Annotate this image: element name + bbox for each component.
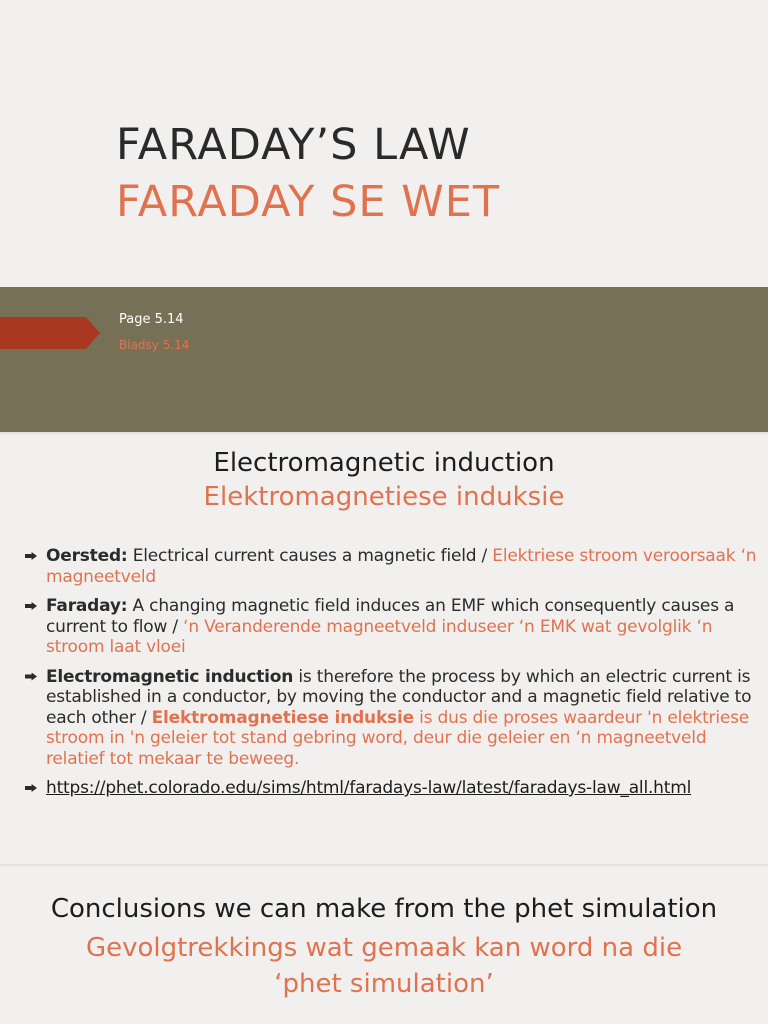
page-reference-english: Page 5.14 (119, 312, 184, 327)
bullet-arrow-icon (25, 602, 37, 610)
arrow-accent-shape (0, 317, 100, 349)
bullet-term: Faraday: (46, 596, 128, 616)
bullet-link (22, 778, 758, 799)
bullet-text-afrikaans: Elektriese stroom veroorsaak ‘n magneetveld (46, 546, 757, 587)
bullet-em-induction (22, 667, 758, 770)
bullet-faraday (22, 596, 758, 658)
slide-heading-english: Electromagnetic induction (213, 448, 555, 478)
page-reference-afrikaans: Bladsy 5.14 (119, 338, 190, 352)
induction-slide (0, 434, 768, 864)
conclusions-slide (0, 866, 768, 1024)
bullet-arrow-icon (25, 784, 37, 792)
conclusions-heading-afrikaans: Gevolgtrekkings wat gemaak kan word na die ‘phet simulation’ (85, 933, 683, 999)
slide-title-english: FARADAY’S LAW (116, 120, 471, 170)
bullet-arrow-icon (25, 552, 37, 560)
bullet-term-afrikaans: Elektromagnetiese induksie (151, 707, 414, 728)
bullet-text-english: Electrical current causes a magnetic field / (127, 546, 493, 566)
bullet-list (22, 546, 758, 808)
bullet-oersted (22, 546, 758, 587)
bullet-text-english: is therefore the process by which an electric current is established in a conductor, by moving the conductor and a magnetic field relative to each other / (46, 666, 752, 728)
bullet-text-afrikaans: is dus die proses waardeur 'n elektriese stroom in 'n geleier tot stand gebring word, deur die geleier en ‘n magneetveld relatief tot mekaar te beweeg. (46, 707, 750, 769)
bullet-text-afrikaans: ‘n Veranderende magneetveld induseer ‘n EMK wat gevolglik ‘n stroom laat vloei (46, 616, 713, 657)
bullet-text-english: A changing magnetic field induces an EMF which consequently causes a current to flow / (46, 596, 735, 637)
bullet-term: Electromagnetic induction (46, 666, 294, 687)
phet-simulation-link[interactable]: https://phet.colorado.edu/sims/html/faradays-law/latest/faradays-law_all.html (46, 778, 692, 798)
conclusions-heading-english: Conclusions we can make from the phet simulation (50, 894, 718, 924)
slide-heading-afrikaans: Elektromagnetiese induksie (203, 482, 565, 512)
subtitle-band (0, 287, 768, 432)
title-slide (0, 0, 768, 432)
slide-title-afrikaans: FARADAY SE WET (116, 177, 501, 227)
bullet-term: Oersted: (46, 546, 128, 566)
bullet-arrow-icon (25, 673, 37, 681)
